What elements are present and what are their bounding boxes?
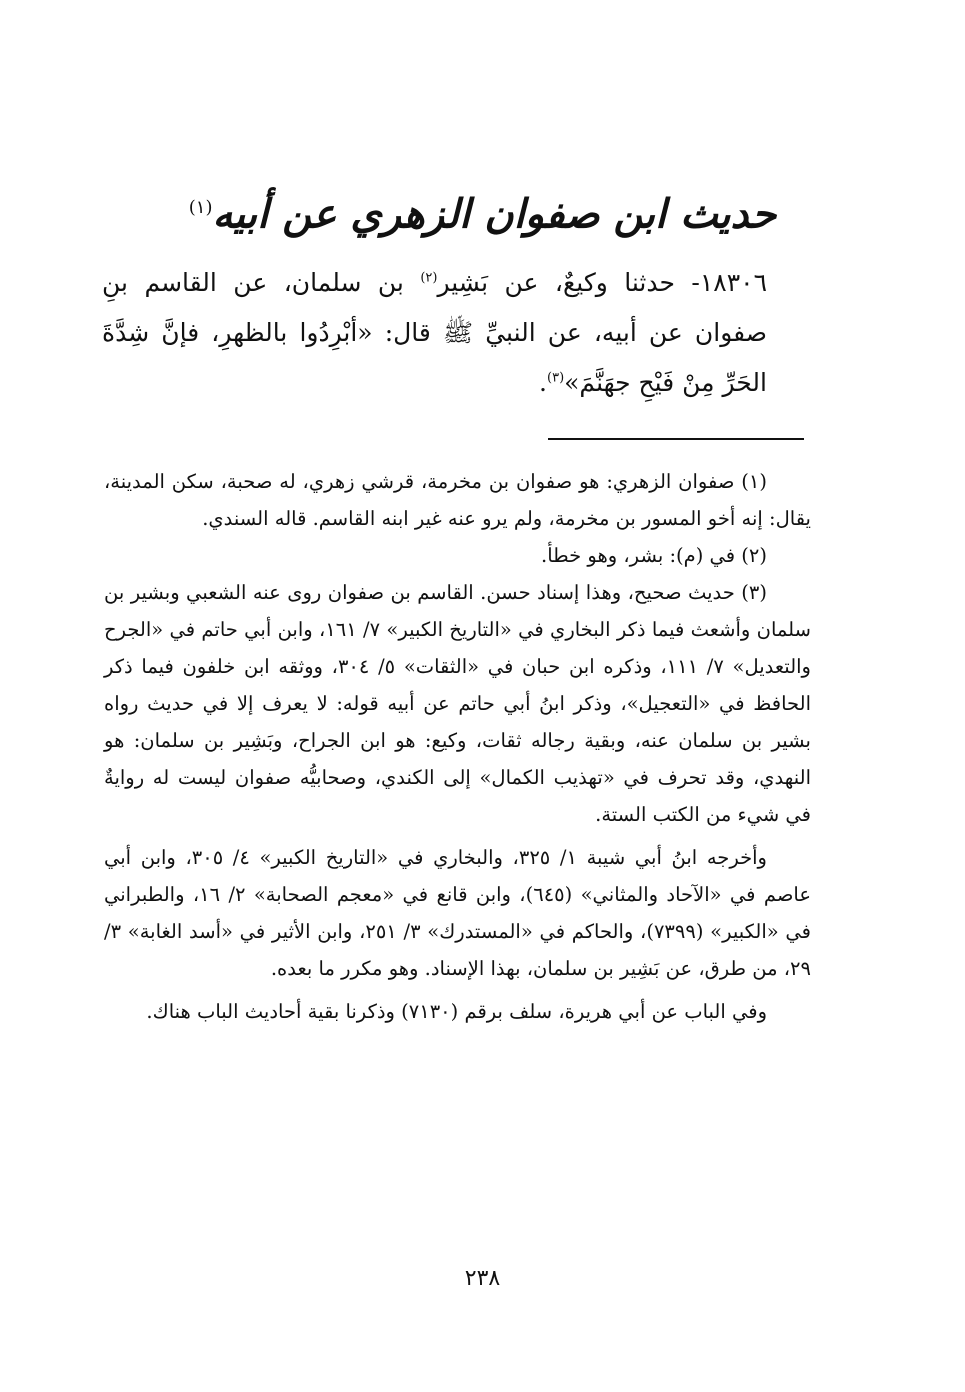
heading-title: حديث ابن صفوان الزهري عن أبيه <box>212 190 777 238</box>
footnotes-section <box>104 463 811 1030</box>
footnote-3-text: حديث صحيح، وهذا إسناد حسن. القاسم بن صفوان روى عنه الشعبي وبشير بن سلمان وأشعث فيما ذكر البخاري في «التاريخ الكبير» ٧/ ١٦١، وابن أبي حاتم في «الجرح والتعديل» ٧/ ١١١، وذكره ابن حبان في «الثقات» ٥/ ٣٠٤، ووثقه ابن خلفون فيما ذكر الحافظ في «التعجيل»، وذكر ابنُ أبي حاتم عن أبيه قوله: لا يعرف إلا في حديث رواه بشير بن سلمان عنه، وبقية رجاله ثقات، وكيع: هو ابن الجراح، وبَشِير بن سلمان: هو النهدي، وقد تحرف في «تهذيب الكمال» إلى الكندي، وصحابيُّه صفوان ليست له روايةٌ في شيء من الكتب الستة. <box>104 581 811 826</box>
hadith-footnote-mark-2: (٢) <box>420 270 438 286</box>
hadith-number-chain: ١٨٣٠٦- حدثنا وكيعٌ، عن بَشِير <box>437 268 767 297</box>
hadith-paragraph <box>102 258 767 408</box>
footnote-2 <box>104 537 811 574</box>
footnote-3 <box>104 574 811 833</box>
section-heading <box>120 178 845 244</box>
footnote-3-mark: (٣) <box>741 581 767 604</box>
footnote-divider <box>548 438 804 440</box>
hadith-end: . <box>539 368 547 397</box>
footnote-2-mark: (٢) <box>741 544 767 567</box>
heading-footnote-mark: (١) <box>188 197 213 218</box>
hadith-chain-rest: بن سلمان، عن القاسم بنِ صفوان عن أبيه، عن النبيِّ ﷺ قال: «أبْرِدُوا بالظهرِ، فإنَّ شِدَّةَ الحَرِّ مِنْ فَيْحِ جهَنَّمَ» <box>102 268 767 397</box>
footnote-3-paragraph-3: وفي الباب عن أبي هريرة، سلف برقم (٧١٣٠) وذكرنا بقية أحاديث الباب هناك. <box>146 1000 767 1023</box>
footnote-1 <box>104 463 811 537</box>
footnote-1-mark: (١) <box>741 470 767 493</box>
hadith-footnote-mark-3: (٣) <box>547 370 565 386</box>
footnote-2-text: في (م): بشر، وهو خطأ. <box>541 544 742 567</box>
footnote-1-text: صفوان الزهري: هو صفوان بن مخرمة، قرشي زهري، له صحبة، سكن المدينة، يقال: إنه أخو المسور بن مخرمة، ولم يرو عنه غير ابنه القاسم. قاله السندي. <box>104 470 811 530</box>
page-number: ٢٣٨ <box>464 1266 501 1291</box>
footnote-3-paragraph-2: وأخرجه ابنُ أبي شيبة ١/ ٣٢٥، والبخاري في «التاريخ الكبير» ٤/ ٣٠٥، وابن أبي عاصم في «الآحاد والمثاني» (٦٤٥)، وابن قانع في «معجم الصحابة» ٢/ ١٦، والطبراني في «الكبير» (٧٣٩٩)، والحاكم في «المستدرك» ٣/ ٢٥١، وابن الأثير في «أسد الغابة» ٣/ ٢٩، من طرق، عن بَشِير بن سلمان، بهذا الإسناد. وهو مكرر ما بعده. <box>104 846 811 980</box>
hadith-text <box>102 258 767 408</box>
